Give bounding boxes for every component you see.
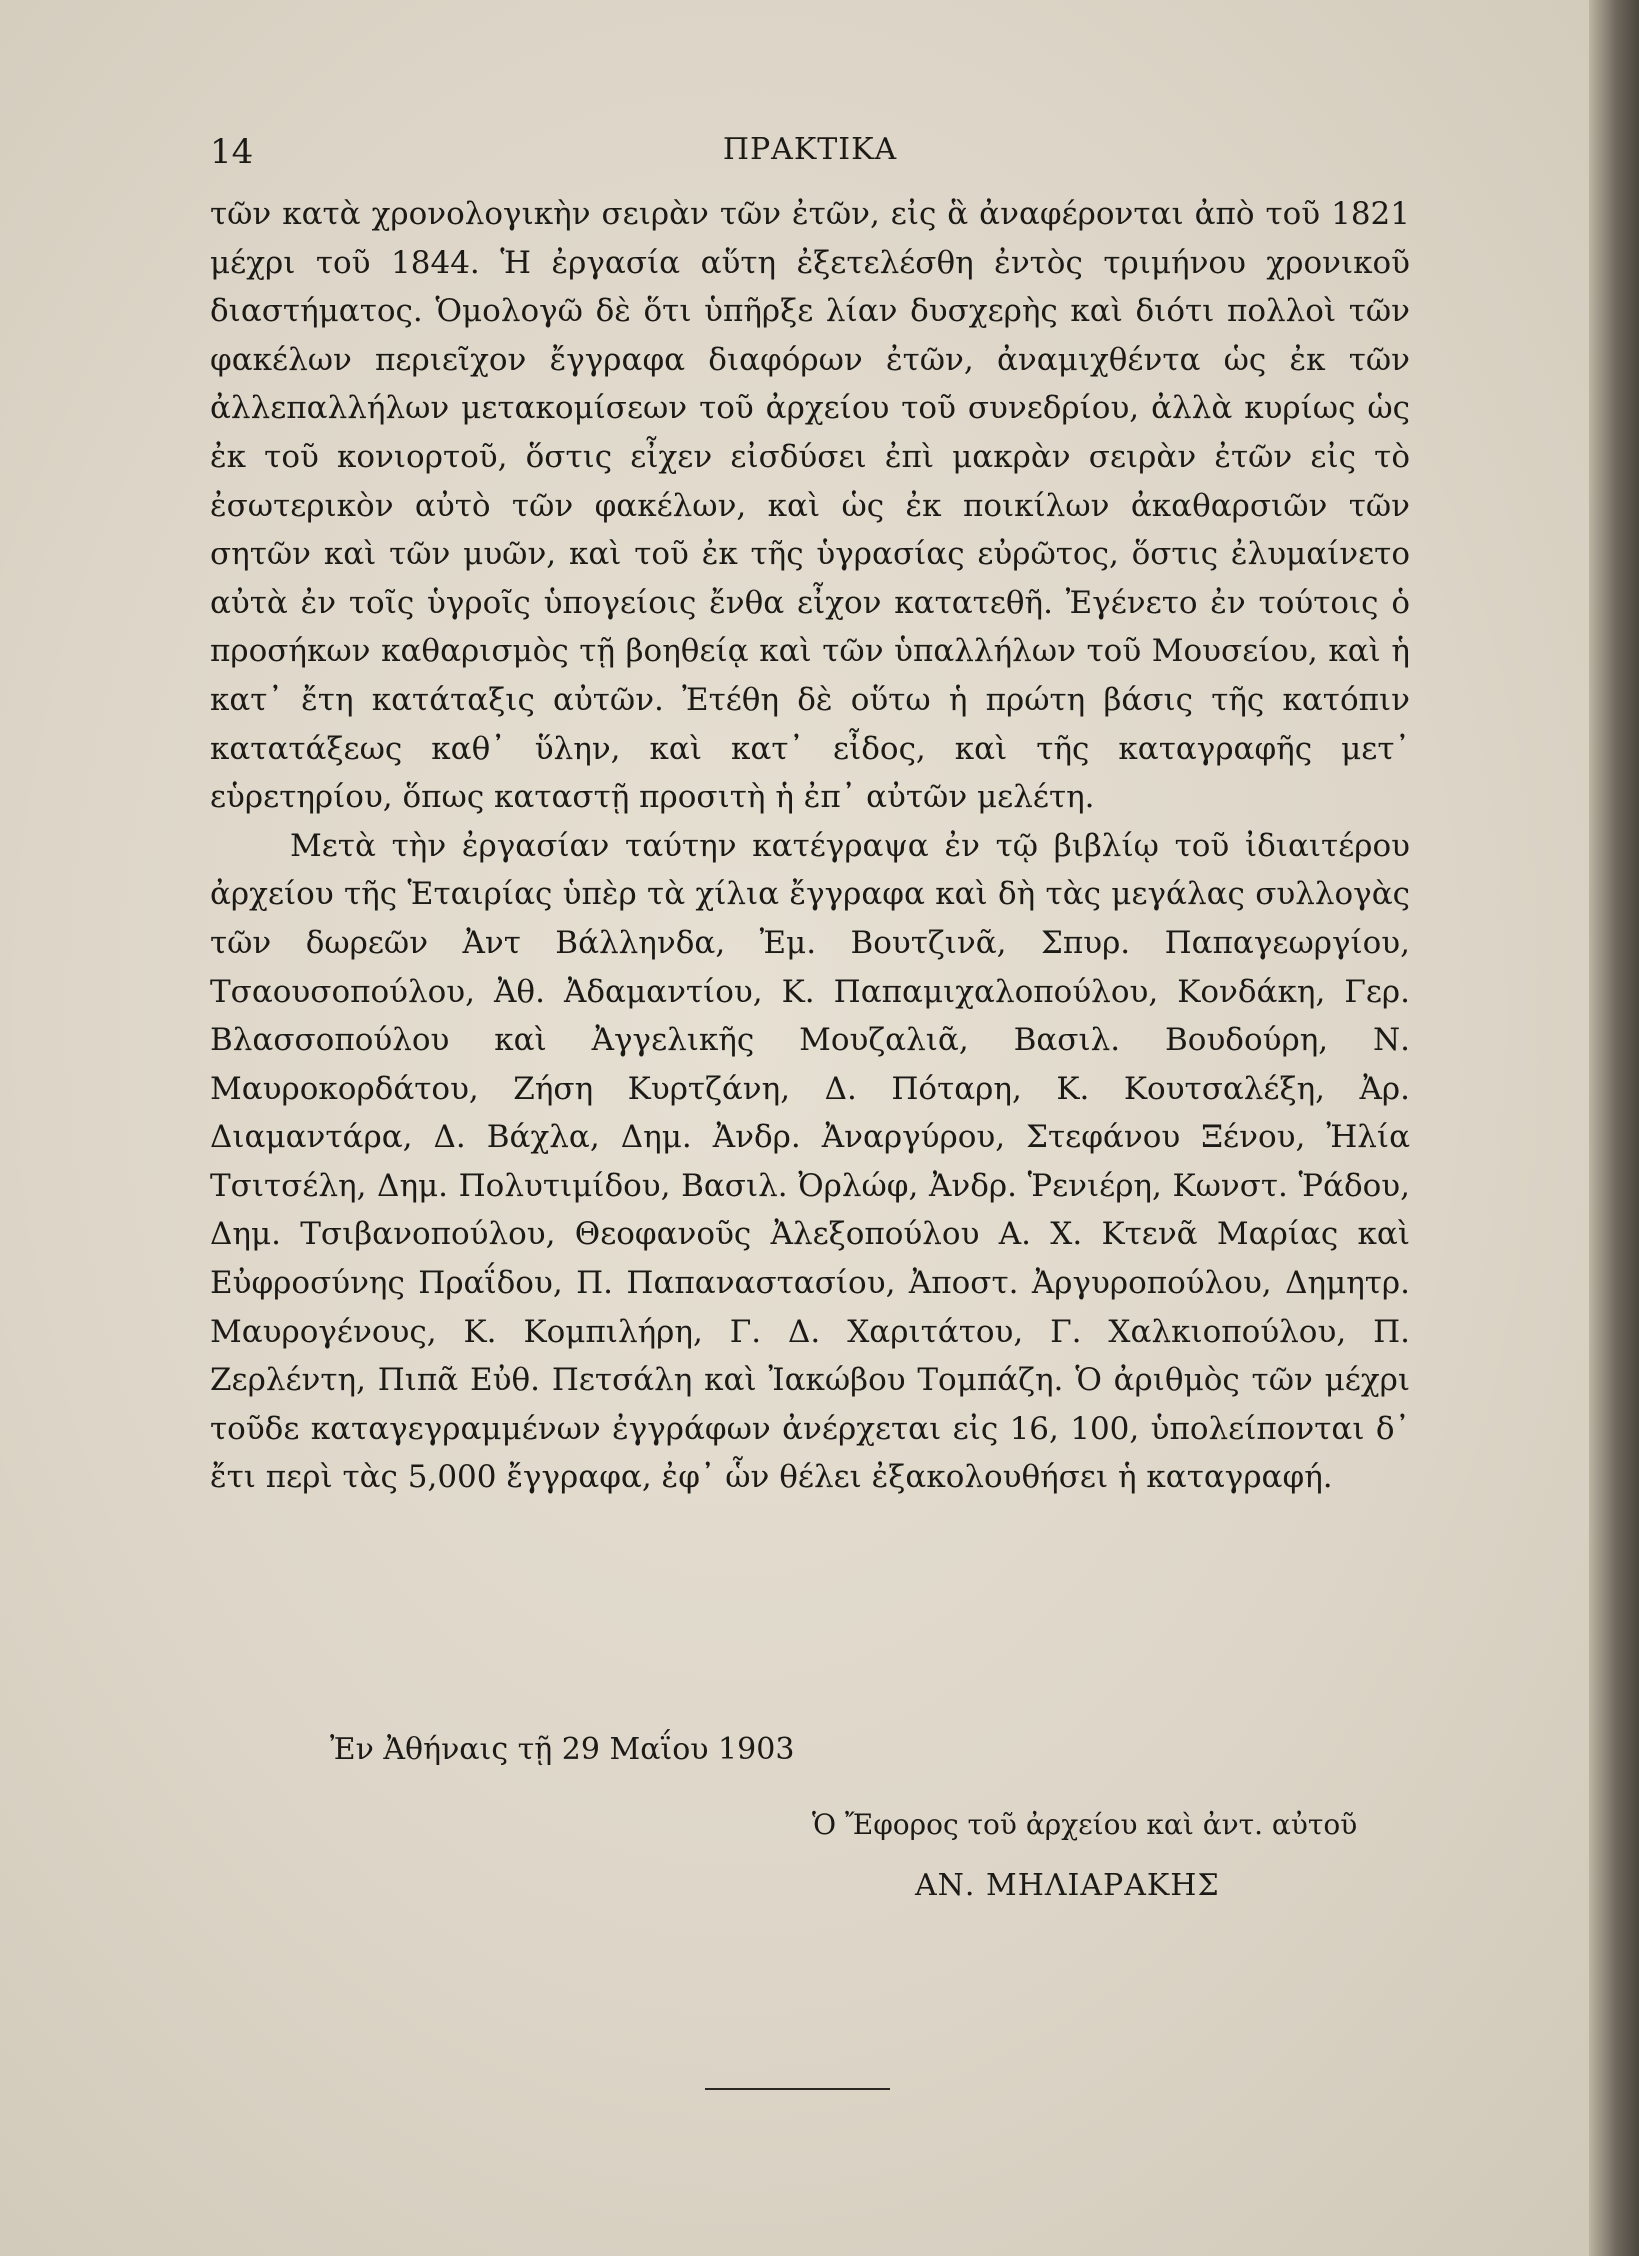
end-rule — [705, 2088, 890, 2090]
page-header — [210, 132, 1410, 172]
signature-name: ΑΝ. ΜΗΛΙΑΡΑΚΗΣ — [915, 1868, 1220, 1903]
paragraph-catalogue: Μετὰ τὴν ἐργασίαν ταύτην κατέγραψα ἐν τῷ βιβλίῳ τοῦ ἰδιαιτέρου ἀρχείου τῆς Ἑταιρίας ὑπὲρ τὰ χίλια ἔγγραφα καὶ δὴ τὰς μεγάλας συλλογὰς τῶν δωρεῶν Ἀντ Βάλληνδα, Ἐμ. Βουτζινᾶ, Σπυρ. Παπαγεωργίου, Τσαουσοπούλου, Ἀθ. Ἀδαμαντίου, Κ. Παπαμιχαλοπούλου, Κονδάκη, Γερ. Βλασσοπούλου καὶ Ἀγγελικῆς Μουζαλιᾶ, Βασιλ. Βουδούρη, Ν. Μαυροκορδάτου, Ζήση Κυρτζάνη, Δ. Πόταρη, Κ. Κουτσαλέξη, Ἀρ. Διαμαντάρα, Δ. Βάχλα, Δημ. Ἀνδρ. Ἀναργύρου, Στεφάνου Ξένου, Ἠλία Τσιτσέλη, Δημ. Πολυτιμίδου, Βασιλ. Ὀρλώφ, Ἀνδρ. Ῥενιέρη, Κωνστ. Ῥάδου, Δημ. Τσιβανοπούλου, Θεοφανοῦς Ἀλεξοπούλου Α. Χ. Κτενᾶ Μαρίας καὶ Εὐφροσύνης Πραΐδου, Π. Παπαναστασίου, Ἀποστ. Ἀργυροπούλου, Δημητρ. Μαυρογένους, Κ. Κομπιλήρη, Γ. Δ. Χαριτάτου, Γ. Χαλκιοπούλου, Π. Ζερλέντη, Πιπᾶ Εὐθ. Πετσάλη καὶ Ἰακώβου Τομπάζη. Ὁ ἀριθμὸς τῶν μέχρι τοῦδε καταγεγραμμένων ἐγγράφων ἀνέρχεται εἰς 16, 100, ὑπολείπονται δ᾽ ἔτι περὶ τὰς 5,000 ἔγγραφα, ἐφ᾽ ὧν θέλει ἐξακολουθήσει ἡ καταγραφή. — [210, 827, 1410, 1496]
page-number: 14 — [210, 132, 254, 172]
body-text — [210, 190, 1410, 1502]
running-title: ΠΡΑΚΤΙΚΑ — [722, 132, 898, 167]
book-spine-shadow — [1589, 0, 1639, 2256]
signature-title: Ὁ Ἔφορος τοῦ ἀρχείου καὶ ἀντ. αὐτοῦ — [812, 1808, 1358, 1841]
dateline: Ἐν Ἀθήναις τῇ 29 Μαΐου 1903 — [330, 1732, 795, 1767]
paragraph-continuation: τῶν κατὰ χρονολογικὴν σειρὰν τῶν ἐτῶν, εἰς ἃ ἀναφέρονται ἀπὸ τοῦ 1821 μέχρι τοῦ 1844. Ἡ ἐργασία αὕτη ἐξετελέσθη ἐντὸς τριμήνου χρονικοῦ διαστήματος. Ὁμολογῶ δὲ ὅτι ὑπῆρξε λίαν δυσχερὴς καὶ διότι πολλοὶ τῶν φακέλων περιεῖχον ἔγγραφα διαφόρων ἐτῶν, ἀναμιχθέντα ὡς ἐκ τῶν ἀλλεπαλλήλων μετακομίσεων τοῦ ἀρχείου τοῦ συνεδρίου, ἀλλὰ κυρίως ὡς ἐκ τοῦ κονιορτοῦ, ὅστις εἶχεν εἰσδύσει ἐπὶ μακρὰν σειρὰν ἐτῶν εἰς τὸ ἐσωτερικὸν αὐτὸ τῶν φακέλων, καὶ ὡς ἐκ ποικίλων ἀκαθαρσιῶν τῶν σητῶν καὶ τῶν μυῶν, καὶ τοῦ ἐκ τῆς ὑγρασίας εὐρῶτος, ὅστις ἐλυμαίνετο αὐτὰ ἐν τοῖς ὑγροῖς ὑπογείοις ἔνθα εἶχον κατατεθῆ. Ἐγένετο ἐν τούτοις ὁ προσήκων καθαρισμὸς τῇ βοηθείᾳ καὶ τῶν ὑπαλλήλων τοῦ Μουσείου, καὶ ἡ κατ᾽ ἔτη κατάταξις αὐτῶν. Ἐτέθη δὲ οὕτω ἡ πρώτη βάσις τῆς κατόπιν κατατάξεως καθ᾽ ὕλην, καὶ κατ᾽ εἶδος, καὶ τῆς καταγραφῆς μετ᾽ εὑρετηρίου, ὅπως καταστῇ προσιτὴ ἡ ἐπ᾽ αὐτῶν μελέτη. — [210, 196, 1410, 816]
